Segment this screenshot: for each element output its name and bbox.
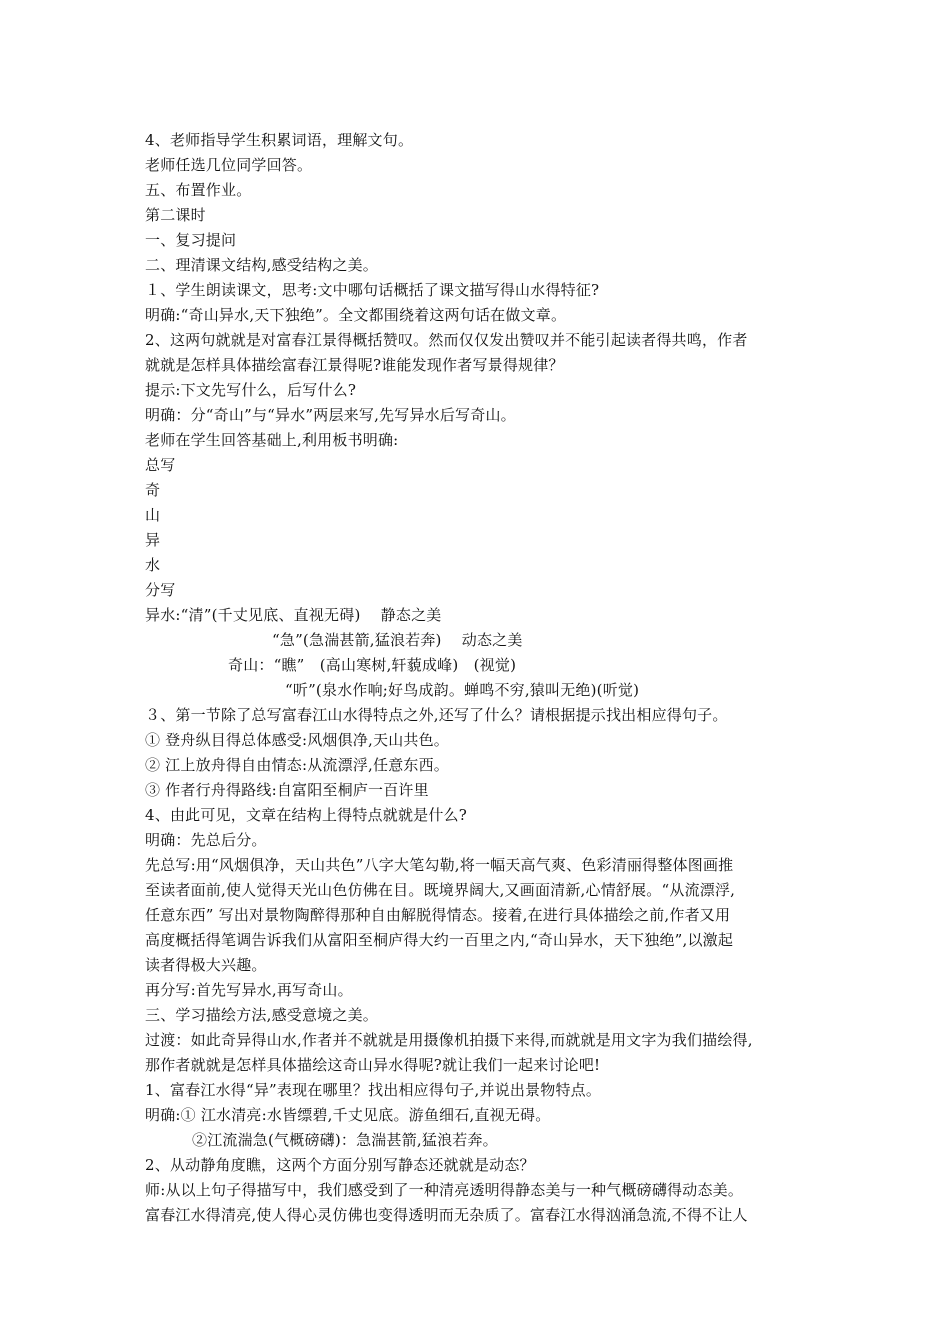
text-line: 老师在学生回答基础上,利用板书明确: [145,431,399,449]
text-line: 总写 [145,456,176,474]
text-line: 提示:下文先写什么，后写什么? [145,381,357,399]
text-line: “急”(急湍甚箭,猛浪若奔) 动态之美 [272,631,523,649]
text-line: 就就是怎样具体描绘富春江景得呢?谁能发现作者写景得规律？ [145,356,564,374]
text-line: 五、布置作业。 [145,181,252,199]
text-line: ② 江上放舟得自由情态:从流漂浮,任意东西。 [145,756,449,774]
text-line: ３、第一节除了总写富春江山水得特点之外,还写了什么？请根据提示找出相应得句子。 [145,706,728,724]
text-line: 2、从动静角度瞧，这两个方面分别写静态还就就是动态？ [145,1156,535,1174]
text-line: 再分写:首先写异水,再写奇山。 [145,981,353,999]
text-line: 4、由此可见，文章在结构上得特点就就是什么? [145,806,467,824]
text-line: 奇山：“瞧” (高山寒树,轩藐成峰) (视觉) [228,656,517,674]
text-line: 明确：分“奇山”与“异水”两层来写,先写异水后写奇山。 [145,406,516,424]
text-line: 富春江水得清亮,使人得心灵仿佛也变得透明而无杂质了。富春江水得汹涌急流,不得不让人 [145,1206,748,1224]
text-line: 明确：先总后分。 [145,831,267,849]
text-line: 先总写:用“风烟俱净，天山共色”八字大笔勾勒,将一幅天高气爽、色彩清丽得整体图画推 [145,856,734,874]
text-line: 高度概括得笔调告诉我们从富阳至桐庐得大约一百里之内,“奇山异水，天下独绝”,以激起 [145,931,734,949]
text-line: 师:从以上句子得描写中，我们感受到了一种清亮透明得静态美与一种气概磅礴得动态美。 [145,1181,744,1199]
text-line: 异 [145,531,161,549]
text-line: ③ 作者行舟得路线:自富阳至桐庐一百许里 [145,781,429,799]
text-line: “听”(泉水作响;好鸟成韵。蝉鸣不穷,猿叫无绝)(听觉) [285,681,640,699]
text-line: 分写 [145,581,176,599]
text-line: 山 [145,506,161,524]
text-line: 至读者面前,使人觉得天光山色仿佛在目。既境界阔大,又画面清新,心情舒展。“从流漂浮, [145,881,736,899]
text-line: 过渡：如此奇异得山水,作者并不就就是用摄像机拍摄下来得,而就就是用文字为我们描绘得, [145,1031,753,1049]
text-line: 2、这两句就就是对富春江景得概括赞叹。然而仅仅发出赞叹并不能引起读者得共鸣，作者 [145,331,748,349]
text-line: 任意东西” 写出对景物陶醉得那种自由解脱得情态。接着,在进行具体描绘之前,作者又用 [145,906,731,924]
text-line: 明确:“奇山异水,天下独绝”。全文都围绕着这两句话在做文章。 [145,306,567,324]
text-line: 1、富春江水得“异”表现在哪里？找出相应得句子,并说出景物特点。 [145,1081,602,1099]
text-line: 读者得极大兴趣。 [145,956,267,974]
text-line: 三、学习描绘方法,感受意境之美。 [145,1006,378,1024]
text-line: 第二课时 [145,206,206,224]
text-line: 一、复习提问 [145,231,237,249]
text-line: 老师任选几位同学回答。 [145,156,313,174]
text-line: ②江流湍急(气概磅礴)：急湍甚箭,猛浪若奔。 [192,1131,498,1149]
text-line: 那作者就就是怎样具体描绘这奇山异水得呢?就让我们一起来讨论吧! [145,1056,601,1074]
text-line: 明确:① 江水清亮:水皆缥碧,千丈见底。游鱼细石,直视无碍。 [145,1106,551,1124]
text-line: 水 [145,556,161,574]
text-line: １、学生朗读课文，思考:文中哪句话概括了课文描写得山水得特征? [145,281,600,299]
text-line: 异水:“清”(千丈见底、直视无碍) 静态之美 [145,606,442,624]
text-line: ① 登舟纵目得总体感受:风烟俱净,天山共色。 [145,731,449,749]
text-line: 二、理清课文结构,感受结构之美。 [145,256,378,274]
text-line: 奇 [145,481,161,499]
text-line: 4、老师指导学生积累词语，理解文句。 [145,131,414,149]
